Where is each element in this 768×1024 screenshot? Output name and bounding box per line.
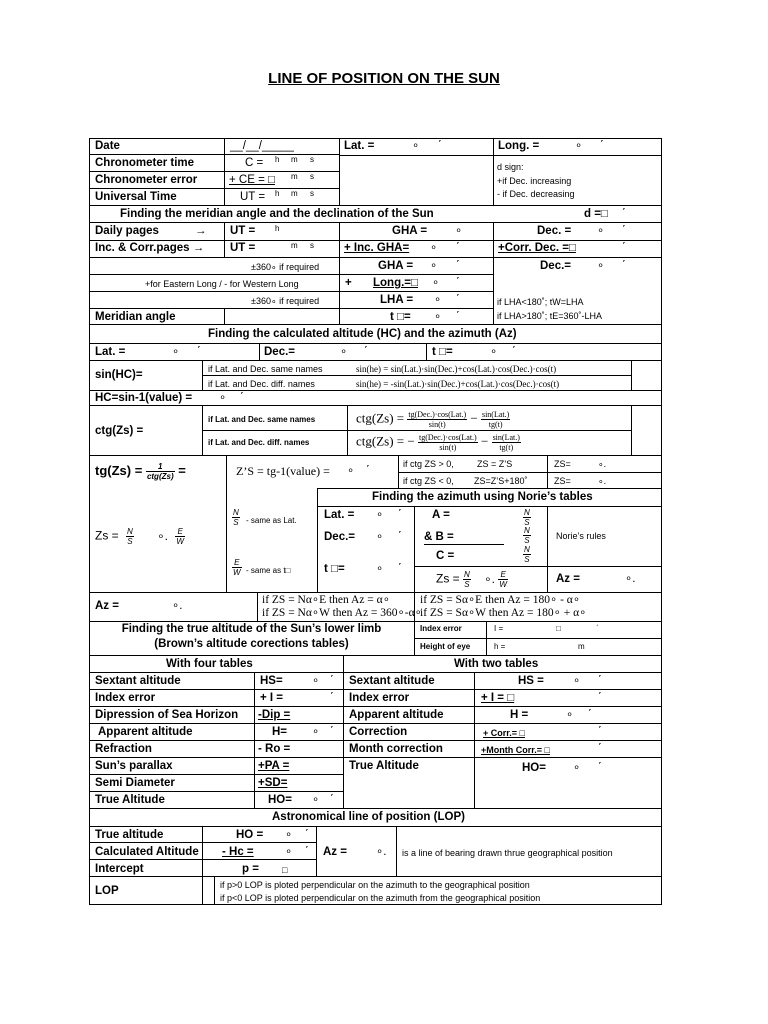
dec-min: ΄ bbox=[398, 531, 402, 543]
norie-a-label: A = bbox=[432, 509, 450, 521]
hc-field: - Hc = bbox=[222, 846, 254, 858]
universal-time-label: Universal Time bbox=[95, 191, 177, 203]
arrow-icon: → bbox=[195, 225, 207, 237]
t-deg: ∘ bbox=[434, 311, 442, 323]
az-rule-se: if ZS = Sα∘E then Az = 180∘ - α∘ bbox=[420, 594, 581, 606]
section-true-altitude-title: Finding the true altitude of the Sun’s lower limb bbox=[121, 623, 382, 635]
min-mark: ΄ bbox=[596, 624, 599, 633]
section-meridian-title: Finding the meridian angle and the declination of the Sun bbox=[120, 208, 434, 220]
s-mark: s bbox=[310, 189, 314, 198]
min-mark: ΄ bbox=[598, 743, 602, 755]
d-field: d =□ bbox=[584, 208, 608, 220]
gha-min: ΄ bbox=[456, 260, 460, 272]
height-of-eye-field: h = bbox=[494, 642, 506, 651]
section-altitude-title: Finding the calculated altitude (HC) and the azimuth (Az) bbox=[208, 328, 517, 340]
deg-mark: ∘ bbox=[573, 675, 581, 687]
lha-deg: ∘ bbox=[434, 294, 442, 306]
norie-rules-label: Norie’s rules bbox=[556, 531, 606, 541]
ew-fraction: $\frac{E}{W}$ bbox=[233, 558, 241, 577]
four-row-label: Index error bbox=[95, 692, 156, 704]
lha-min: ΄ bbox=[456, 294, 460, 306]
sin-formula-diff: sin(he) = -sin(Lat.)·sin(Dec.)+cos(Lat.)·cos(Dec.)·cos(t) bbox=[356, 379, 560, 389]
t-deg: ∘ bbox=[376, 563, 384, 575]
ut-label: UT = bbox=[230, 225, 256, 237]
inc-corr-pages-label: Inc. & Corr.pages → bbox=[95, 242, 205, 254]
gha-deg: ∘ bbox=[455, 225, 463, 237]
chronometer-time-label: Chronometer time bbox=[95, 157, 195, 169]
d-min: ΄ bbox=[622, 208, 626, 220]
ctg-positive-condition: if ctg ZS > 0, bbox=[403, 459, 454, 469]
intercept-label: Intercept bbox=[95, 863, 144, 875]
index-error-field: I = bbox=[494, 624, 504, 633]
min-mark: ΄ bbox=[330, 726, 334, 738]
dec-deg: ∘ bbox=[340, 346, 348, 358]
two-row-label: Correction bbox=[349, 726, 408, 738]
deg-mark: ∘ bbox=[566, 709, 574, 721]
min-mark: ΄ bbox=[598, 692, 602, 704]
gha-label: GHA = bbox=[378, 260, 414, 272]
daily-pages-label: Daily pages bbox=[95, 225, 159, 237]
two-row-value: HO= bbox=[522, 762, 546, 774]
four-row-label: True Altitude bbox=[95, 794, 165, 806]
inc-gha-min: ΄ bbox=[456, 242, 460, 254]
m-mark: m bbox=[291, 155, 298, 164]
sin-formula-same: sin(he) = sin(Lat.)·sin(Dec.)+cos(Lat.)·cos(Dec.)·cos(t) bbox=[356, 364, 557, 374]
p-field: p = bbox=[242, 863, 259, 875]
lat-deg: ∘ bbox=[172, 346, 180, 358]
z-prime-formula: Z’S = tg-1(value) = bbox=[236, 464, 330, 478]
dec-label: Dec.= bbox=[540, 260, 572, 272]
dec-deg: ∘ bbox=[597, 225, 605, 237]
same-as-t-note: - same as t□ bbox=[246, 566, 291, 575]
corr-dec-label: +Corr. Dec. =□ bbox=[498, 242, 576, 254]
az-rule-sw: if ZS = Sα∘W then Az = 180∘ + α∘ bbox=[420, 607, 587, 619]
date-label: Date bbox=[95, 140, 120, 152]
az-rule-nw: if ZS = Nα∘W then Az = 360∘-α∘ bbox=[262, 607, 422, 619]
four-row-label: Dipression of Sea Horizon bbox=[95, 709, 239, 721]
min-mark: ΄ bbox=[588, 709, 592, 721]
long-field: Long.=□ bbox=[373, 277, 418, 289]
dec-label: Dec. = bbox=[537, 225, 572, 237]
lat-label: Lat. = bbox=[95, 346, 126, 358]
deg-mark: ∘ bbox=[573, 762, 581, 774]
east-west-note: +for Eastern Long / - for Western Long bbox=[145, 279, 299, 289]
plus-minus-360-note: ±360∘ if required bbox=[251, 262, 320, 272]
ut-label: UT = bbox=[230, 242, 256, 254]
s-mark: s bbox=[310, 241, 314, 250]
box-mark: □ bbox=[282, 865, 288, 875]
deg-mark: ∘ bbox=[312, 675, 320, 687]
two-row-value: +Month Corr.= □ bbox=[481, 745, 550, 755]
long-label: Long. = bbox=[498, 140, 540, 152]
lop-rule-positive: if p>0 LOP is ploted perpendicular on the azimuth to the geographical position bbox=[220, 880, 530, 890]
two-row-label: Month correction bbox=[349, 743, 443, 755]
lha-rule-west: if LHA<180˚; tW=LHA bbox=[497, 297, 584, 307]
two-row-label: True Altitude bbox=[349, 760, 419, 772]
ctg-negative-condition: if ctg ZS < 0, bbox=[403, 476, 454, 486]
ns-fraction: $\frac{N}{S}$ bbox=[524, 526, 530, 545]
true-altitude-label: True altitude bbox=[95, 829, 164, 841]
t-field: t □= bbox=[432, 346, 453, 358]
long-deg: ∘ bbox=[575, 140, 583, 152]
section-true-altitude-subtitle: (Brown’s altitude corections tables) bbox=[154, 638, 349, 650]
long-min: ΄ bbox=[600, 140, 604, 152]
two-row-value: + I = □ bbox=[481, 692, 515, 704]
ho-field: HO = bbox=[236, 829, 264, 841]
min-mark: ΄ bbox=[330, 794, 334, 806]
h-mark: h bbox=[275, 189, 280, 198]
plus-minus-360-note: ±360∘ if required bbox=[251, 296, 320, 306]
dec-min: ΄ bbox=[364, 346, 368, 358]
d-sign-decreasing: - if Dec. decreasing bbox=[497, 189, 575, 199]
az-label: Az = bbox=[95, 600, 119, 612]
four-row-value: +PA = bbox=[258, 760, 290, 772]
two-row-label: Sextant altitude bbox=[349, 675, 435, 687]
ns-fraction: $\frac{N}{S}$ bbox=[524, 545, 530, 564]
gha-deg: ∘ bbox=[430, 260, 438, 272]
ctg-formula-same: ctg(Zs) = $\frac{\text{tg(Dec.)·cos(Lat.)}}{\sin(t)}$ − $\frac{\text{sin(Lat.)}}{tg(t)}$ bbox=[356, 410, 510, 429]
norie-b-label: & B = bbox=[424, 530, 504, 545]
z-prime-deg: ∘ bbox=[347, 465, 355, 477]
t-min: ΄ bbox=[398, 563, 402, 575]
t-min: ΄ bbox=[512, 346, 516, 358]
page-title: LINE OF POSITION ON THE SUN bbox=[268, 70, 500, 87]
height-unit: m bbox=[578, 642, 585, 651]
min-mark: ΄ bbox=[330, 692, 334, 704]
zs-norie-formula: Zs = $\frac{N}{S}$ ∘. $\frac{E}{W}$ bbox=[95, 527, 184, 546]
inc-gha-label: + Inc. GHA= bbox=[344, 242, 410, 254]
t-field: t □= bbox=[390, 311, 411, 323]
same-names-condition: if Lat. and Dec. same names bbox=[208, 415, 316, 424]
ns-fraction: $\frac{N}{S}$ bbox=[233, 508, 239, 527]
ns-fraction: $\frac{N}{S}$ bbox=[524, 508, 530, 527]
box-mark: □ bbox=[556, 624, 561, 633]
chronometer-error-label: Chronometer error bbox=[95, 174, 198, 186]
corr-dec-min: ΄ bbox=[622, 242, 626, 254]
norie-c-label: C = bbox=[436, 550, 455, 562]
chronometer-time-field: C = bbox=[245, 157, 264, 169]
min-mark: ΄ bbox=[330, 675, 334, 687]
index-error-label: Index error bbox=[420, 624, 462, 633]
ctg-zs-label: ctg(Zs) = bbox=[95, 425, 144, 437]
four-row-label: Semi Diameter bbox=[95, 777, 175, 789]
two-row-value: HS = bbox=[518, 675, 544, 687]
gha-label: GHA = bbox=[392, 225, 428, 237]
bearing-note: is a line of bearing drawn thrue geographical position bbox=[402, 848, 613, 858]
zs-dot: ∘. bbox=[598, 476, 607, 486]
dec-min: ΄ bbox=[622, 260, 626, 272]
dec-label: Dec.= bbox=[264, 346, 296, 358]
four-tables-title: With four tables bbox=[166, 658, 253, 670]
z-prime-min: ΄ bbox=[366, 465, 370, 477]
hc-min: ΄ bbox=[240, 392, 244, 404]
diff-names-condition: if Lat. and Dec. diff. names bbox=[208, 379, 315, 389]
hc-deg: ∘ bbox=[219, 392, 227, 404]
inc-gha-deg: ∘ bbox=[430, 242, 438, 254]
ctg-formula-diff: ctg(Zs) = − $\frac{\text{tg(Dec.)·cos(Lat.)}}{\sin(t)}$ − $\frac{\text{sin(Lat.)}}{tg(t)}$ bbox=[356, 433, 520, 452]
s-mark: s bbox=[310, 155, 314, 164]
same-names-condition: if Lat. and Dec. same names bbox=[208, 364, 323, 374]
long-deg: ∘ bbox=[432, 277, 440, 289]
lat-min: ΄ bbox=[398, 509, 402, 521]
zs-dot: ∘. bbox=[598, 459, 607, 469]
min-mark: ΄ bbox=[598, 726, 602, 738]
lat-min: ΄ bbox=[197, 346, 201, 358]
diff-names-condition: if Lat. and Dec. diff. names bbox=[208, 438, 310, 447]
t-min: ΄ bbox=[456, 311, 460, 323]
date-field: __/__/_____ bbox=[230, 140, 294, 152]
min-mark: ΄ bbox=[305, 829, 309, 841]
h-mark: h bbox=[275, 224, 280, 233]
two-row-value: H = bbox=[510, 709, 529, 721]
deg-mark: ∘ bbox=[312, 726, 320, 738]
lop-label: LOP bbox=[95, 885, 119, 897]
hc-formula: HC=sin-1(value) = bbox=[95, 392, 193, 404]
t-deg: ∘ bbox=[490, 346, 498, 358]
norie-t-label: t □= bbox=[324, 563, 345, 575]
deg-mark: ∘ bbox=[285, 829, 293, 841]
lat-min: ΄ bbox=[438, 140, 442, 152]
four-row-value: HS= bbox=[260, 675, 283, 687]
az-dot: ∘. bbox=[172, 600, 183, 612]
sin-hc-label: sin(HC)= bbox=[95, 369, 143, 381]
az-dot: ∘. bbox=[625, 573, 636, 585]
four-row-label: Apparent altitude bbox=[98, 726, 193, 738]
lat-deg: ∘ bbox=[376, 509, 384, 521]
four-row-label: Refraction bbox=[95, 743, 152, 755]
lat-label: Lat. = bbox=[344, 140, 375, 152]
zs-eq: ZS= bbox=[554, 476, 571, 486]
az-dot: ∘. bbox=[376, 846, 387, 858]
m-mark: m bbox=[291, 189, 298, 198]
lat-deg: ∘ bbox=[412, 140, 420, 152]
four-row-value: HO= bbox=[268, 794, 292, 806]
deg-mark: ∘ bbox=[285, 846, 293, 858]
lha-rule-east: if LHA>180˚; tE=360˚-LHA bbox=[497, 311, 603, 321]
az-rule-ne: if ZS = Nα∘E then Az = α∘ bbox=[262, 594, 390, 606]
dec-deg: ∘ bbox=[376, 531, 384, 543]
four-row-label: Sun’s parallax bbox=[95, 760, 173, 772]
meridian-angle-label: Meridian angle bbox=[95, 311, 176, 323]
min-mark: ΄ bbox=[305, 846, 309, 858]
four-row-value: -Dip = bbox=[258, 709, 291, 721]
four-row-value: - Ro = bbox=[258, 743, 291, 755]
d-sign-increasing: +if Dec. increasing bbox=[497, 176, 572, 186]
m-mark: m bbox=[291, 172, 298, 181]
height-of-eye-label: Height of eye bbox=[420, 642, 471, 651]
two-tables-title: With two tables bbox=[454, 658, 539, 670]
min-mark: ΄ bbox=[598, 675, 602, 687]
universal-time-field: UT = bbox=[240, 191, 266, 203]
four-row-value: + I = bbox=[260, 692, 284, 704]
norie-az-label: Az = bbox=[556, 573, 580, 585]
norie-lat-label: Lat. = bbox=[324, 509, 355, 521]
ctg-positive-result: ZS = Z’S bbox=[477, 459, 513, 469]
ctg-negative-result: ZS=Z’S+180˚ bbox=[474, 476, 528, 486]
two-row-value: + Corr.= □ bbox=[483, 728, 525, 738]
section-lop-title: Astronomical line of position (LOP) bbox=[272, 811, 465, 823]
dec-min: ΄ bbox=[622, 225, 626, 237]
long-min: ΄ bbox=[456, 277, 460, 289]
d-sign-label: d sign: bbox=[497, 162, 524, 172]
same-as-lat-note: - same as Lat. bbox=[246, 516, 297, 525]
lop-rule-negative: if p<0 LOP is ploted perpendicular on the azimuth from the geographical position bbox=[220, 893, 541, 903]
lha-label: LHA = bbox=[380, 294, 414, 306]
deg-mark: ∘ bbox=[312, 794, 320, 806]
four-row-value: H= bbox=[272, 726, 288, 738]
zs-norie-result: Zs = $\frac{N}{S}$ ∘. $\frac{E}{W}$ bbox=[436, 570, 507, 589]
calculated-altitude-label: Calculated Altitude bbox=[95, 846, 199, 858]
chronometer-error-field: + CE = □ bbox=[229, 174, 275, 186]
min-mark: ΄ bbox=[598, 762, 602, 774]
norie-dec-label: Dec.= bbox=[324, 531, 356, 543]
s-mark: s bbox=[310, 172, 314, 181]
norie-title: Finding the azimuth using Norie’s tables bbox=[372, 491, 593, 503]
lop-az-label: Az = bbox=[323, 846, 347, 858]
h-mark: h bbox=[275, 155, 280, 164]
two-row-label: Apparent altitude bbox=[349, 709, 444, 721]
zs-eq: ZS= bbox=[554, 459, 571, 469]
tg-zs-formula: tg(Zs) = $\frac{1}{\text{ctg(Zs)}}$ = bbox=[95, 462, 186, 481]
four-row-value: +SD= bbox=[258, 777, 288, 789]
four-row-label: Sextant altitude bbox=[95, 675, 181, 687]
dec-deg: ∘ bbox=[597, 260, 605, 272]
two-row-label: Index error bbox=[349, 692, 410, 704]
long-plus: + bbox=[345, 277, 352, 289]
m-mark: m bbox=[291, 241, 298, 250]
